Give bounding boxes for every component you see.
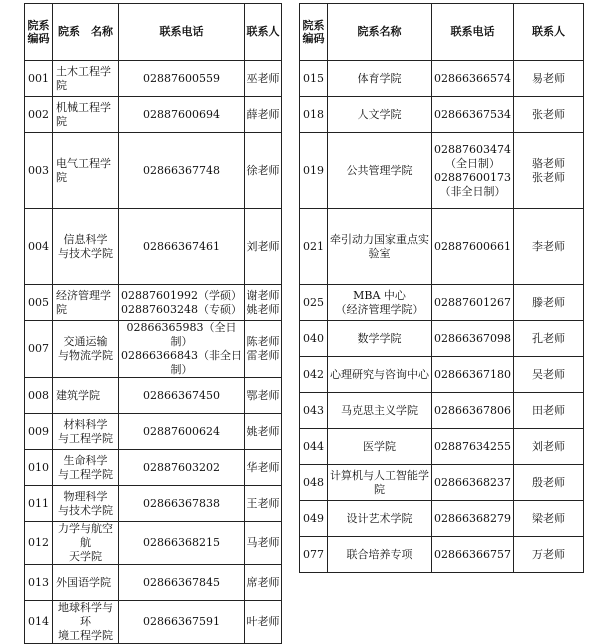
cell-department-name-line: 天学院 [69,550,102,563]
cell-phone [432,393,514,429]
cell-phone [432,133,514,209]
cell-department-name-line: 牵引动力国家重点实 [330,232,429,246]
cell-contact-line: 王老师 [246,496,280,510]
table-row [300,133,584,209]
cell-code: 014 [25,601,53,644]
cell-phone [432,209,514,285]
table-row [300,465,584,501]
cell-phone-line: 02866367098 [434,331,511,345]
cell-contact [245,97,282,133]
cell-department-name-line: 电气工程学院 [56,156,111,184]
cell-department-name [328,537,432,573]
cell-contact-line: 张老师 [532,107,565,121]
cell-contact-line: 田老师 [532,403,565,417]
cell-phone-line: 02887600559 [143,71,220,85]
cell-contact-line: 殷老师 [532,475,565,489]
cell-department-name-line: 交通运输 [63,335,108,348]
cell-department-name [328,61,432,97]
cell-phone-line: 02887603474 [434,142,511,156]
cell-phone-line: 02866367534 [434,107,511,121]
cell-department-name-line: 力学与航空航 [58,522,113,549]
cell-department-name-line: 验室 [368,246,391,260]
cell-phone [119,97,245,133]
cell-code: 048 [300,465,328,501]
cell-code: 001 [25,61,53,97]
cell-phone [119,209,245,285]
cell-department-name-line: 联合培养专项 [346,547,413,561]
table-row [300,393,584,429]
cell-phone [119,522,245,565]
cell-contact [514,61,584,97]
table-row [25,414,282,450]
cell-department-name-line: 医学院 [363,439,396,453]
cell-phone-line: 02866367591 [143,615,220,628]
cell-department-name-line: 材料科学 [63,417,108,431]
cell-department-name-line: 人文学院 [357,107,402,121]
cell-contact-line: 张老师 [532,170,565,184]
cell-department-name-line: （经济管理学院） [335,302,424,316]
cell-department-name [328,321,432,357]
cell-department-name-line: 与工程学院 [58,467,113,481]
cell-phone [119,601,245,644]
cell-contact-line: 鄂老师 [246,388,280,402]
cell-phone-line: 02866365983（全日制） [126,321,237,348]
cell-department-name [53,522,119,565]
cell-contact-line: 徐老师 [246,163,280,177]
right-table-body [300,61,584,573]
cell-contact [514,133,584,209]
cell-department-name [53,450,119,486]
cell-code: 077 [300,537,328,573]
cell-department-name [328,501,432,537]
cell-contact [245,414,282,450]
cell-code: 002 [25,97,53,133]
cell-contact-line: 孔老师 [532,331,565,345]
cell-phone-line: 02866367806 [434,403,511,417]
cell-phone [432,465,514,501]
cell-phone [432,357,514,393]
table-row [25,522,282,565]
cell-department-name-line: 境工程学院 [58,629,113,642]
cell-code: 011 [25,486,53,522]
cell-contact-line: 雷老师 [246,349,280,362]
header-phone: 联系电话 [432,4,514,61]
cell-code: 044 [300,429,328,465]
cell-contact [245,565,282,601]
cell-department-name [328,357,432,393]
header-code [300,4,328,61]
cell-code: 042 [300,357,328,393]
table-row [25,450,282,486]
cell-contact-line: 叶老师 [246,615,280,628]
cell-department-name-line: 院 [374,482,385,496]
cell-phone [432,321,514,357]
cell-department-name-line: 心理研究与咨询中心 [330,367,429,381]
cell-phone [119,61,245,97]
cell-department-name [53,133,119,209]
cell-department-name [328,97,432,133]
cell-contact-line: 薛老师 [246,107,280,121]
cell-contact [245,486,282,522]
cell-code: 005 [25,285,53,321]
cell-contact [245,209,282,285]
cell-phone-line: 02887600173 [434,170,511,184]
cell-department-name-line: 物理科学 [63,489,108,503]
cell-department-name [53,285,119,321]
table-row [300,209,584,285]
table-row [25,378,282,414]
cell-contact-line: 易老师 [532,71,565,85]
cell-phone-line: 02887600624 [143,424,220,438]
cell-department-name-line: 土木工程学院 [56,64,111,92]
cell-phone-line: 02866366574 [434,71,511,85]
cell-phone-line: 02887601267 [434,295,511,309]
cell-phone-line: 02887601992（学硕） [121,288,242,302]
cell-phone [119,450,245,486]
cell-contact [245,61,282,97]
cell-department-name [328,209,432,285]
cell-department-name-line: 设计艺术学院 [346,511,413,525]
header-name: 院系 名称 [53,4,119,61]
cell-department-name [328,429,432,465]
cell-phone-line: 02866368279 [434,511,511,525]
cell-phone-line: 02887600694 [143,107,220,121]
cell-contact [514,97,584,133]
cell-contact [245,321,282,378]
cell-phone-line: 02887603202 [143,460,220,474]
cell-phone [119,565,245,601]
cell-phone-line: 02866367180 [434,367,511,381]
table-row [300,357,584,393]
cell-contact-line: 姚老师 [246,424,280,438]
header-code-line: 编码 [302,32,325,45]
cell-department-name [328,133,432,209]
cell-phone [432,97,514,133]
cell-contact [514,429,584,465]
cell-department-name [53,61,119,97]
cell-department-name-line: 公共管理学院 [346,163,413,177]
cell-phone-line: 02866367450 [143,388,220,402]
cell-department-name-line: 外国语学院 [56,575,111,589]
cell-phone-line: 02887634255 [434,439,511,453]
cell-phone-line: 02866368215 [143,536,220,549]
table-header-row [300,4,584,61]
cell-department-name [53,565,119,601]
cell-phone [119,133,245,209]
cell-department-name [328,285,432,321]
cell-department-name [53,209,119,285]
cell-contact [245,522,282,565]
cell-code: 049 [300,501,328,537]
cell-department-name-line: 与物流学院 [58,349,113,362]
table-row [25,285,282,321]
table-row [300,429,584,465]
cell-contact-line: 李老师 [532,239,565,253]
header-name: 院系名称 [328,4,432,61]
cell-phone [432,429,514,465]
cell-contact [245,450,282,486]
cell-phone [432,285,514,321]
cell-contact [514,357,584,393]
cell-code: 003 [25,133,53,209]
cell-contact [514,501,584,537]
cell-department-name-line: 机械工程学院 [56,100,111,128]
table-row [25,565,282,601]
cell-contact-line: 华老师 [246,460,280,474]
cell-contact-line: 姚老师 [246,302,280,316]
cell-phone-line: （全日制） [445,156,500,170]
cell-contact-line: 谢老师 [246,288,280,302]
cell-contact [514,393,584,429]
left-contact-table [24,3,282,644]
left-table-body [25,61,282,644]
table-row [25,133,282,209]
cell-code: 040 [300,321,328,357]
cell-contact [245,133,282,209]
cell-contact-line: 刘老师 [246,239,280,253]
table-row [25,601,282,644]
cell-code: 025 [300,285,328,321]
cell-department-name [53,486,119,522]
cell-code: 010 [25,450,53,486]
header-code-line: 院系 [302,19,325,32]
cell-contact-line: 陈老师 [246,335,280,348]
cell-contact [514,321,584,357]
table-row [300,501,584,537]
cell-contact-line: 梁老师 [532,511,565,525]
header-code-line: 院系 [27,19,50,32]
table-row [300,285,584,321]
cell-phone [119,414,245,450]
cell-code: 018 [300,97,328,133]
cell-phone-line: 02887600661 [434,239,511,253]
cell-department-name-line: 经济管理学院 [56,288,111,316]
cell-code: 007 [25,321,53,378]
cell-phone [432,537,514,573]
cell-code: 019 [300,133,328,209]
cell-contact [514,537,584,573]
cell-code: 015 [300,61,328,97]
cell-code: 004 [25,209,53,285]
cell-phone-line: 02866367845 [143,575,220,589]
cell-department-name [328,393,432,429]
header-code-line: 编码 [27,32,50,45]
cell-contact-line: 骆老师 [532,156,565,170]
cell-contact [245,601,282,644]
cell-department-name-line: 与技术学院 [58,246,113,260]
cell-phone-line: 02866367838 [143,496,220,510]
cell-department-name-line: 体育学院 [357,71,402,85]
cell-contact [514,209,584,285]
cell-code: 013 [25,565,53,601]
cell-phone-line: 02866367461 [143,239,220,253]
header-phone: 联系电话 [119,4,245,61]
cell-contact-line: 刘老师 [532,439,565,453]
cell-department-name [53,414,119,450]
cell-department-name [53,378,119,414]
cell-code: 021 [300,209,328,285]
cell-contact-line: 巫老师 [246,71,280,85]
table-row [300,61,584,97]
cell-phone-line: 02866366757 [434,547,511,561]
right-contact-table [299,3,584,573]
cell-department-name-line: 与技术学院 [58,503,113,517]
table-row [25,61,282,97]
cell-phone-line: 02866368237 [434,475,511,489]
cell-phone [119,285,245,321]
cell-department-name-line: 地球科学与环 [58,601,113,628]
cell-phone [432,501,514,537]
header-contact: 联系人 [245,4,282,61]
cell-phone-line: 02866367748 [143,163,220,177]
table-row [25,209,282,285]
header-code [25,4,53,61]
cell-contact [514,465,584,501]
cell-phone [119,378,245,414]
cell-contact [245,285,282,321]
table-row [25,486,282,522]
table-row [25,97,282,133]
cell-contact-line: 吴老师 [532,367,565,381]
cell-phone [432,61,514,97]
cell-code: 009 [25,414,53,450]
table-header-row [25,4,282,61]
cell-department-name [53,97,119,133]
cell-phone-line: 02866366843（非全日制） [121,349,242,376]
cell-phone-line: （非全日制） [439,184,506,198]
cell-contact-line: 万老师 [532,547,565,561]
cell-code: 043 [300,393,328,429]
cell-department-name-line: 计算机与人工智能学 [330,468,429,482]
cell-code: 008 [25,378,53,414]
cell-contact [245,378,282,414]
cell-department-name-line: 建筑学院 [56,388,100,402]
table-row [25,321,282,378]
cell-department-name-line: 生命科学 [63,453,108,467]
cell-department-name-line: 马克思主义学院 [341,403,418,417]
cell-department-name [328,465,432,501]
cell-department-name-line: 信息科学 [63,232,108,246]
cell-department-name-line: 数学学院 [357,331,402,345]
cell-contact [514,285,584,321]
cell-contact-line: 席老师 [246,575,280,589]
table-row [300,537,584,573]
table-row [300,97,584,133]
cell-phone [119,321,245,378]
header-contact: 联系人 [514,4,584,61]
cell-contact-line: 滕老师 [532,295,565,309]
table-row [300,321,584,357]
cell-department-name [53,601,119,644]
cell-code: 012 [25,522,53,565]
cell-phone [119,486,245,522]
cell-phone-line: 02887603248（专硕） [121,302,242,316]
cell-department-name-line: MBA 中心 [353,288,406,302]
cell-department-name-line: 与工程学院 [58,431,113,445]
cell-department-name [53,321,119,378]
cell-contact-line: 马老师 [246,536,280,549]
